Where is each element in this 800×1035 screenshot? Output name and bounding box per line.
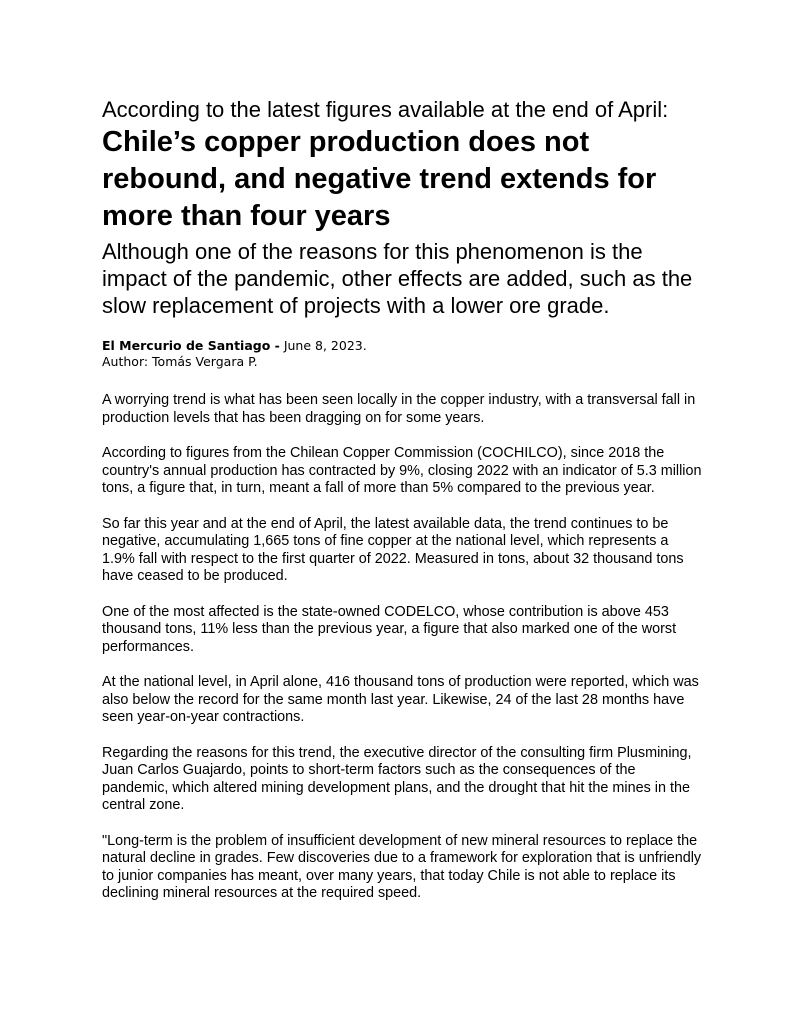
paragraph: At the national level, in April alone, 416 thousand tons of production were reported, which was also below the record for the same month last year. Likewise, 24 of the last 28 months have seen year-on-year contractions.: [102, 674, 699, 725]
source-line: [102, 338, 702, 354]
paragraph: One of the most affected is the state-owned CODELCO, whose contribution is above 453 thousand tons, 11% less than the previous year, a figure that also marked one of the worst performances.: [102, 603, 677, 655]
publication-date: June 8, 2023.: [279, 338, 367, 353]
article-page: [102, 96, 702, 921]
article-subheadline: Although one of the reasons for this phenomenon is the impact of the pandemic, other effects are added, such as the slow replacement of projects with a lower ore grade.: [102, 239, 693, 318]
paragraph: According to figures from the Chilean Copper Commission (COCHILCO), since 2018 the country's annual production has contracted by 9%, closing 2022 with an indicator of 5.3 million tons, a figure that, in turn, meant a fall of more than 5% compared to the previous year.: [102, 445, 702, 496]
article-headline: Chile’s copper production does not rebound, and negative trend extends for more than four years: [102, 126, 657, 232]
byline: [102, 338, 702, 370]
paragraph: Regarding the reasons for this trend, the executive director of the consulting firm Plusmining, Juan Carlos Guajardo, points to short-term factors such as the consequences of the pandemic, which altered mining development plans, and the drought that hit the mines in the central zone.: [102, 744, 692, 813]
author-line: Author: Tomás Vergara P.: [102, 354, 258, 369]
paragraph: So far this year and at the end of April, the latest available data, the trend continues to be negative, accumulating 1,665 tons of fine copper at the national level, which represents a 1.9% fall with respect to the first quarter of 2022. Measured in tons, about 32 thousand tons have ceased to be produced.: [102, 515, 684, 584]
article-body: [102, 392, 702, 903]
source-name: El Mercurio de Santiago -: [102, 338, 280, 353]
article-kicker: According to the latest figures available at the end of April:: [102, 97, 669, 122]
paragraph: A worrying trend is what has been seen locally in the copper industry, with a transversal fall in production levels that has been dragging on for some years.: [102, 392, 696, 426]
paragraph: "Long-term is the problem of insufficient development of new mineral resources to replace the natural decline in grades. Few discoveries due to a framework for exploration that is unfriendly to junior companies has meant, over many years, that today Chile is not able to replace its declining mineral resources at the required speed.: [102, 832, 702, 901]
